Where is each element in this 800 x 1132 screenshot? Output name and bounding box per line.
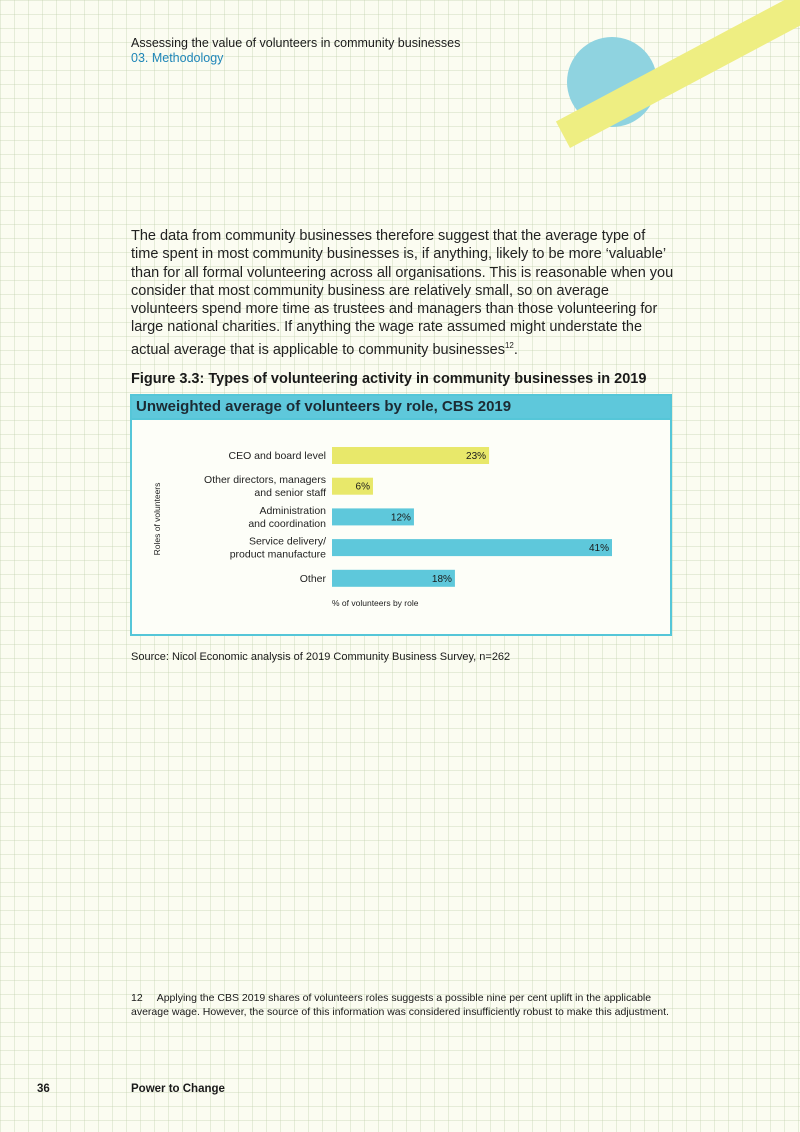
paragraph-text: The data from community businesses therefore suggest that the average type of time spent in most community businesses is, if anything, likely to be more ‘valuable’ than for all formal volunteering across all organisations. This is reasonable when you consider that most community business are relatively small, so on average volunteers spend more time as trustees and managers than those volunteering for large national charities. If anything the wage rate assumed might understate the actual average that is applicable to community businesses [131,228,674,358]
category-label-2: Other directors, managers and senior staff [204,474,326,500]
chart-area [132,420,670,634]
publisher-name: Power to Change [131,1083,225,1095]
chart-title: Unweighted average of volunteers by role, CBS 2019 [132,396,670,420]
category-label-4: Service delivery/ product manufacture [229,535,326,561]
bar-chart [132,420,670,634]
document-title: Assessing the value of volunteers in community businesses [131,36,461,50]
data-label-4: 41% [588,543,609,555]
data-label-2: 6% [355,481,370,493]
figure-source: Source: Nicol Economic analysis of 2019 Community Business Survey, n=262 [131,651,511,663]
section-title: 03. Methodology [131,51,224,65]
footnote-ref[interactable]: 12 [504,340,514,350]
category-label-5: Other [299,572,326,585]
x-axis-label: % of volunteers by role [332,598,419,608]
page-header [131,36,460,66]
category-label-1: CEO and board level [228,450,326,462]
figure-title: Figure 3.3: Types of volunteering activity in community businesses in 2019 [131,371,647,387]
bar-4 [332,539,612,556]
body-paragraph [131,227,676,359]
y-axis-label: Roles of volunteers [152,482,162,556]
data-label-5: 18% [431,573,452,585]
paragraph-end: . [513,341,518,358]
category-label-3: Administration and coordination [248,504,326,530]
page-number: 36 [37,1083,50,1095]
data-label-1: 23% [466,451,487,462]
data-label-3: 12% [390,512,411,524]
figure-box [130,394,672,636]
footnote-text: Applying the CBS 2019 shares of volunteers roles suggests a possible nine per cent uplift in the applicable average wage. However, the source of this information was considered insufficiently robust to make this adjustment. [131,992,669,1018]
footnote [131,992,671,1019]
footnote-number: 12 [131,992,143,1004]
